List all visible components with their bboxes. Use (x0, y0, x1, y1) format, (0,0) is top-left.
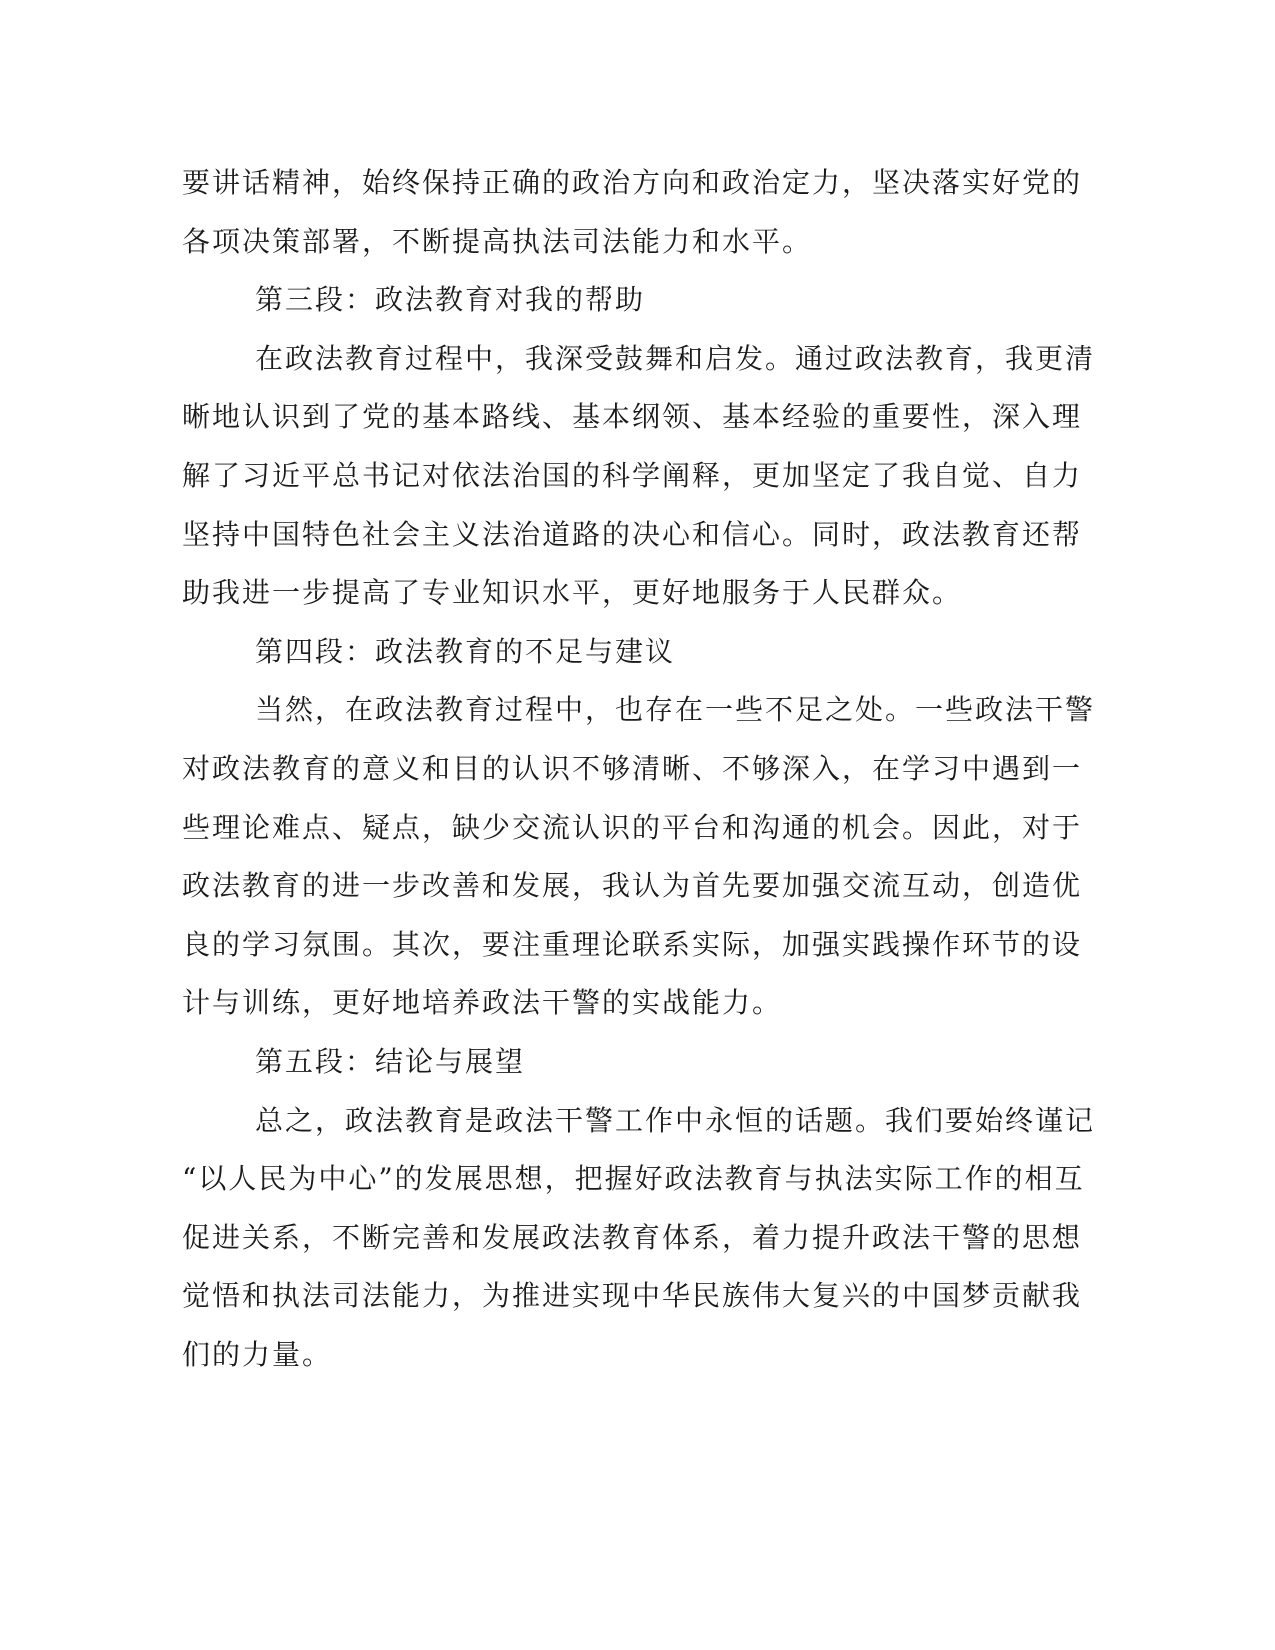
body-line: 晰地认识到了党的基本路线、基本纲领、基本经验的重要性，深入理 (182, 400, 1083, 434)
body-line: 们的力量。 (182, 1337, 333, 1371)
body-line: 促进关系，不断完善和发展政法教育体系，着力提升政法干警的思想 (182, 1220, 1083, 1254)
paragraph-first-line: 当然，在政法教育过程中，也存在一些不足之处。一些政法干警 (255, 693, 1096, 727)
body-line: 良的学习氛围。其次，要注重理论联系实际，加强实践操作环节的设 (182, 927, 1083, 961)
body-line: “以人民为中心”的发展思想，把握好政法教育与执法实际工作的相互 (182, 1162, 1085, 1196)
paragraph-first-line: 总之，政法教育是政法干警工作中永恒的话题。我们要始终谨记 (255, 1103, 1096, 1137)
body-line: 助我进一步提高了专业知识水平，更好地服务于人民群众。 (182, 576, 963, 610)
section-heading-4: 第四段：政法教育的不足与建议 (255, 634, 676, 668)
body-line: 解了习近平总书记对依法治国的科学阐释，更加坚定了我自觉、自力 (182, 458, 1083, 492)
body-line: 计与训练，更好地培养政法干警的实战能力。 (182, 986, 783, 1020)
body-line: 些理论难点、疑点，缺少交流认识的平台和沟通的机会。因此，对于 (182, 810, 1083, 844)
body-line: 坚持中国特色社会主义法治道路的决心和信心。同时，政法教育还帮 (182, 517, 1083, 551)
body-line: 各项决策部署，不断提高执法司法能力和水平。 (182, 224, 813, 258)
section-heading-3: 第三段：政法教育对我的帮助 (255, 283, 646, 317)
body-line: 觉悟和执法司法能力，为推进实现中华民族伟大复兴的中国梦贡献我 (182, 1279, 1083, 1313)
section-heading-5: 第五段：结论与展望 (255, 1044, 526, 1078)
body-line: 对政法教育的意义和目的认识不够清晰、不够深入，在学习中遇到一 (182, 751, 1083, 785)
paragraph-first-line: 在政法教育过程中，我深受鼓舞和启发。通过政法教育，我更清 (255, 341, 1096, 375)
body-line: 政法教育的进一步改善和发展，我认为首先要加强交流互动，创造优 (182, 869, 1083, 903)
body-line: 要讲话精神，始终保持正确的政治方向和政治定力，坚决落实好党的 (182, 166, 1083, 199)
document-body (182, 160, 1096, 1390)
